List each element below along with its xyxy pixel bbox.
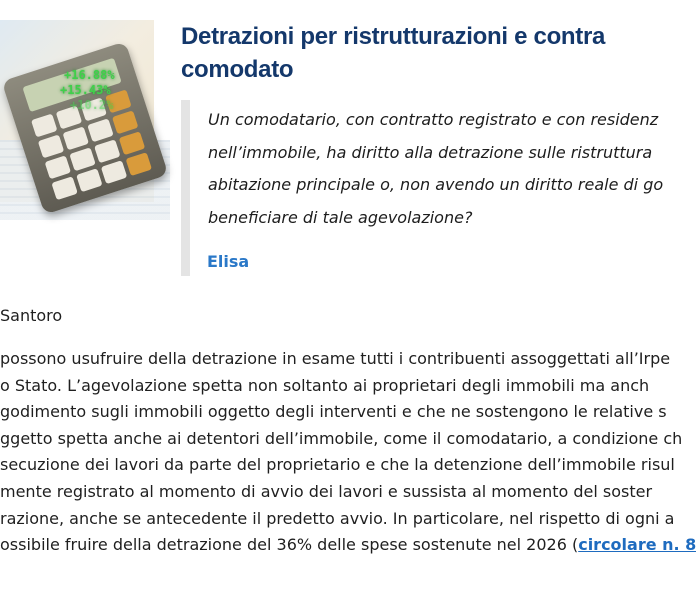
article-thumbnail[interactable] xyxy=(0,20,154,202)
question-author: Elisa xyxy=(207,252,250,271)
circolare-link[interactable]: circolare n. 8 xyxy=(578,535,696,555)
answer-line: godimento sugli immobili oggetto degli interventi e che ne sostengono le relative s xyxy=(0,402,667,422)
question-line: nell’immobile, ha diritto alla detrazione sulle ristruttura xyxy=(208,142,653,162)
answer-line: secuzione dei lavori da parte del proprietario e che la detenzione dell’immobile risul xyxy=(0,455,675,475)
answer-body xyxy=(0,346,696,559)
answer-line: o Stato. L’agevolazione spetta non soltanto ai proprietari degli immobili ma anch xyxy=(0,375,650,395)
question-line: beneficiare di tale agevolazione? xyxy=(208,207,473,227)
answer-line xyxy=(0,532,696,559)
reader-question xyxy=(208,104,663,234)
answer-line: mente registrato al momento di avvio dei lavori e sussista al momento del soster xyxy=(0,481,653,501)
question-blockquote xyxy=(181,100,664,276)
question-line: abitazione principale o, non avendo un diritto reale di go xyxy=(208,175,664,194)
answer-line: possono usufruire della detrazione in esame tutti i contribuenti assoggettati all’Irpe xyxy=(0,349,671,368)
answer-text: ossibile fruire della detrazione del 36% delle spese sostenute nel 2026 ( xyxy=(0,535,579,555)
question-line: Un comodatario, con contratto registrato e con residenz xyxy=(208,110,659,129)
title-line: comodato xyxy=(181,56,294,83)
article-title[interactable] xyxy=(181,20,605,86)
answer-author: Santoro xyxy=(0,306,63,325)
ticker-value: +16.88% xyxy=(64,68,115,82)
ticker-value: +10.2% xyxy=(70,98,114,112)
answer-line: razione, anche se antecedente il predetto avvio. In particolare, nel rispetto di ogni a xyxy=(0,508,675,528)
title-line: Detrazioni per ristrutturazioni e contra xyxy=(181,23,606,50)
ticker-value: +15.43% xyxy=(60,83,111,97)
answer-line: ggetto spetta anche ai detentori dell’immobile, come il comodatario, a condizione ch xyxy=(0,428,683,448)
